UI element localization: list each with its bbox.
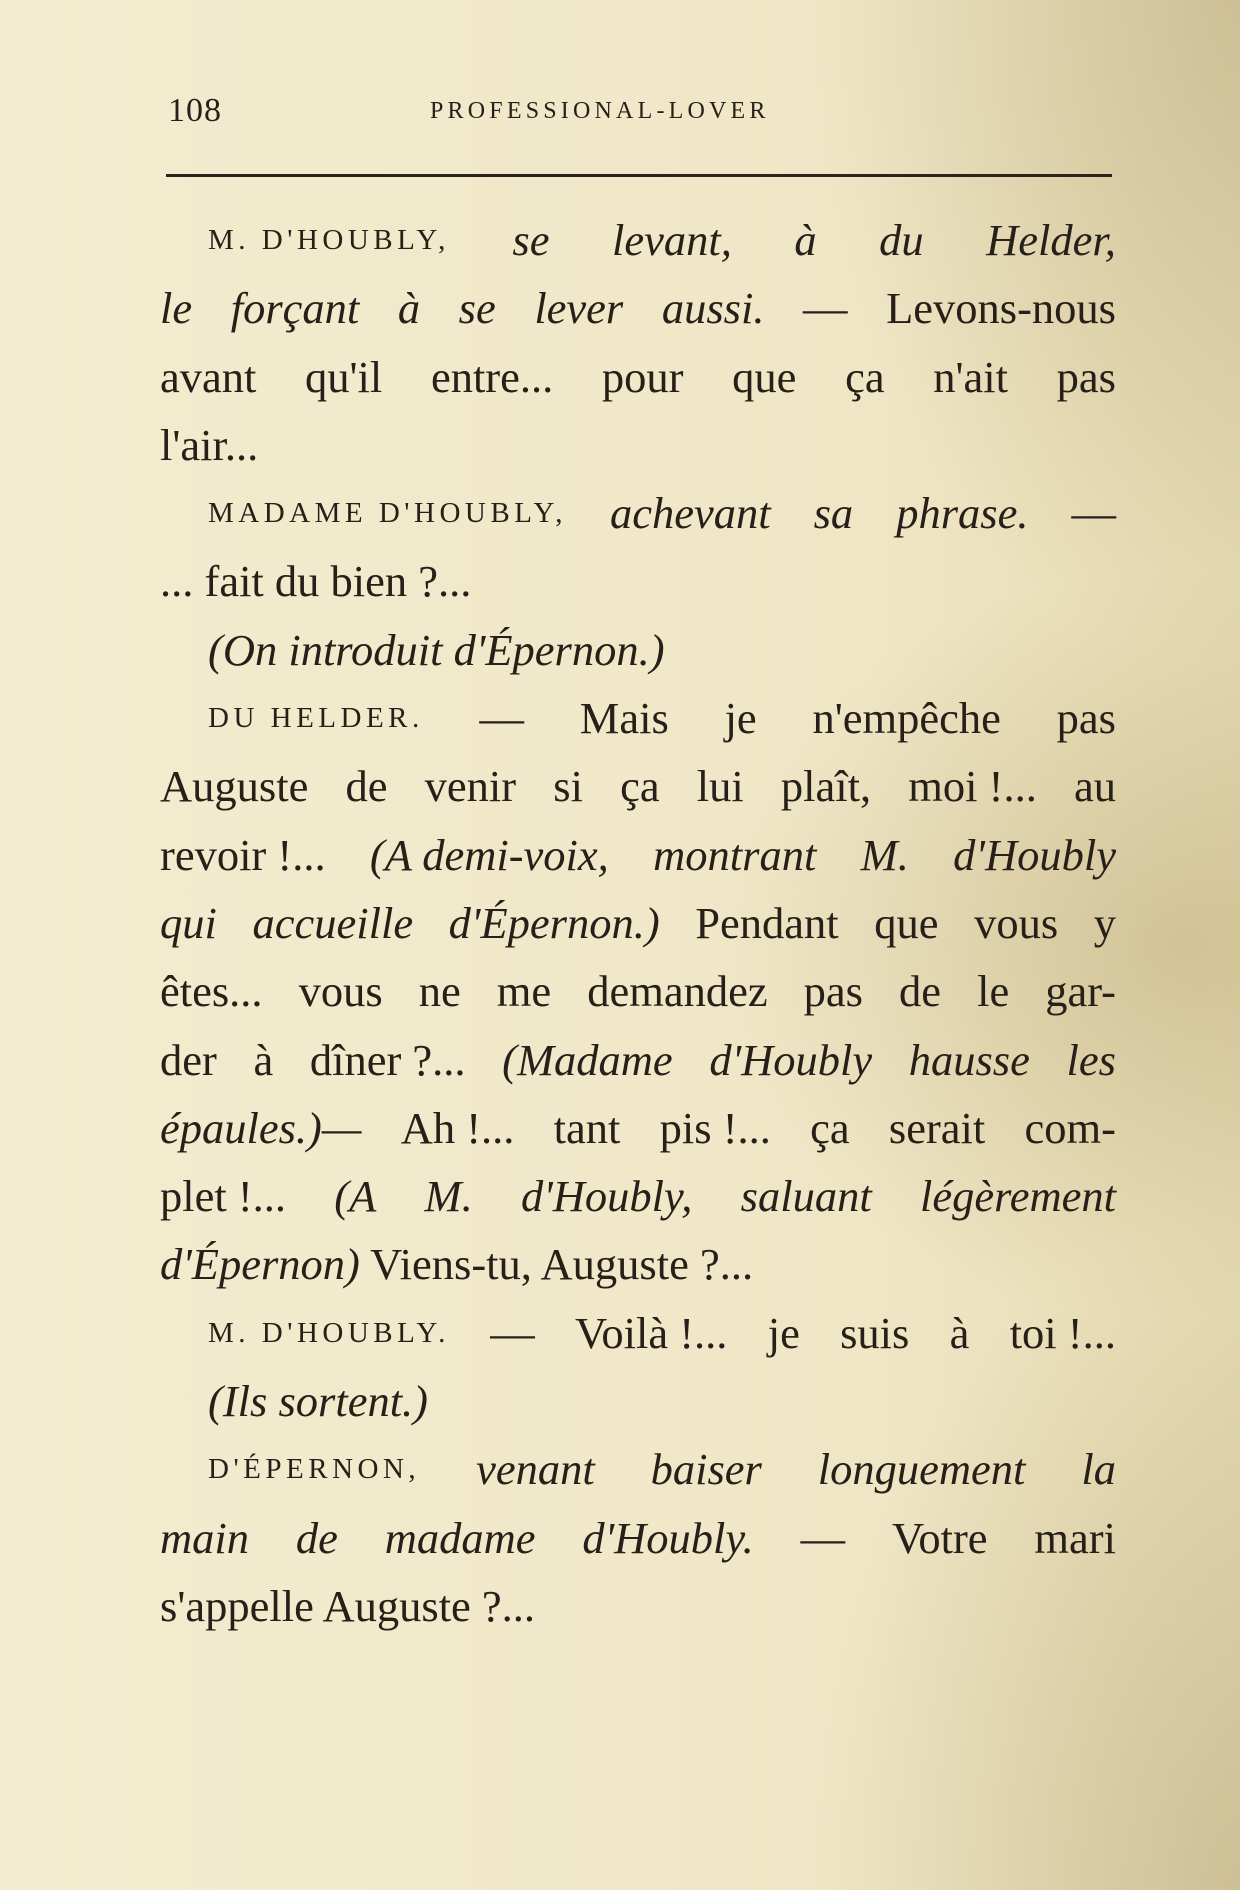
stage-direction: baiser (650, 1444, 762, 1495)
em-dash: — (803, 283, 848, 334)
dialogue-word: toi !... (1009, 1307, 1116, 1358)
stage-direction: hausse (908, 1034, 1030, 1085)
dialogue-word: com- (1024, 1102, 1116, 1153)
dialogue-word: plaît, (780, 761, 872, 812)
dialogue-word: à (949, 1307, 970, 1358)
dialogue-word: pas (1056, 351, 1116, 402)
dialogue-word: au (1073, 761, 1116, 812)
dialogue-word: suis (840, 1307, 910, 1358)
dialogue-word: Ah !... (400, 1102, 515, 1153)
dialogue-word: pis !... (659, 1102, 771, 1153)
dialogue-word: pour (601, 351, 684, 402)
text-line (160, 206, 1116, 274)
stage-direction: se (458, 283, 496, 334)
dialogue-word: de (899, 966, 942, 1017)
stage-direction: Helder, (986, 215, 1116, 265)
dialogue-word: entre... (430, 351, 554, 402)
stage-direction: de (295, 1512, 338, 1563)
dialogue-word: Mais (579, 693, 669, 744)
stage-direction: (On introduit d'Épernon.) (208, 624, 665, 675)
stage-direction: M. (860, 829, 909, 880)
text-line (160, 616, 1116, 684)
dialogue-word: qu'il (305, 351, 383, 402)
dialogue-word: je (724, 693, 757, 744)
dialogue-word: ça (810, 1102, 850, 1153)
text-line (160, 343, 1116, 411)
stage-direction: la (1081, 1444, 1116, 1495)
dialogue-word: y (1093, 897, 1116, 948)
dialogue-word: moi !... (908, 761, 1037, 812)
text-line (160, 1299, 1116, 1367)
text-line (160, 684, 1116, 752)
speaker-name: MADAME D'HOUBLY, (208, 497, 567, 530)
stage-direction: venant (476, 1444, 595, 1495)
stage-direction: d'Épernon.) (448, 897, 660, 948)
header-rule (166, 174, 1112, 177)
dialogue-word: ne (418, 966, 461, 1017)
dialogue-word: plet !... (160, 1171, 287, 1222)
stage-direction: achevant (609, 488, 771, 539)
stage-direction: d'Houbly. (582, 1512, 754, 1563)
stage-direction: d'Épernon) (160, 1239, 360, 1290)
dialogue-word: le (977, 966, 1010, 1017)
stage-direction: (Ils sortent.) (208, 1376, 429, 1427)
text-line (160, 1162, 1116, 1230)
stage-direction: accueille (252, 897, 414, 948)
dialogue-word: pas (1056, 693, 1116, 744)
text-line (160, 889, 1116, 957)
dialogue-word: Voilà !... (574, 1307, 728, 1358)
stage-direction: sa (813, 488, 854, 539)
stage-direction: longuement (817, 1444, 1026, 1495)
stage-direction: du (879, 215, 924, 265)
dialogue-word: je (767, 1307, 800, 1358)
text-line (160, 547, 1116, 615)
stage-direction: M. (424, 1171, 473, 1222)
dialogue-word: revoir !... (160, 829, 326, 880)
stage-direction: légèrement (919, 1171, 1116, 1222)
text-line (160, 957, 1116, 1025)
dialogue-word: serait (888, 1102, 986, 1153)
dialogue-word: que (874, 897, 939, 948)
text-line (160, 1026, 1116, 1094)
em-dash: — (479, 693, 525, 744)
page-number: 108 (168, 92, 222, 129)
dialogue-word: gar- (1045, 966, 1116, 1017)
text-line (160, 479, 1116, 547)
stage-direction: qui (160, 897, 217, 948)
speaker-name: D'ÉPERNON, (208, 1453, 421, 1486)
dialogue-text: Viens-tu, Auguste ?... (370, 1239, 754, 1290)
stage-direction: se (512, 215, 550, 265)
dialogue-word: à (253, 1034, 274, 1085)
dialogue-word: dîner ?... (309, 1034, 466, 1085)
stage-direction: d'Houbly (709, 1034, 873, 1085)
stage-direction: le (160, 283, 193, 334)
speaker-name: M. D'HOUBLY. (208, 1316, 450, 1349)
dialogue-word: Pendant (695, 897, 839, 948)
dialogue-word: Auguste (160, 761, 309, 812)
dialogue-word: pas (803, 966, 863, 1017)
dialogue-word: n'ait (933, 351, 1008, 402)
dialogue-text: ... fait du bien ?... (160, 556, 472, 607)
text-line (160, 274, 1116, 342)
speaker-name: M. D'HOUBLY, (208, 224, 450, 256)
play-text (160, 206, 1116, 1640)
text-line (160, 1230, 1116, 1298)
stage-direction: lever (534, 283, 624, 334)
stage-direction: levant, (612, 215, 732, 265)
text-line (160, 752, 1116, 820)
stage-direction: les (1066, 1034, 1116, 1085)
text-line (160, 1367, 1116, 1435)
stage-direction: main (160, 1512, 249, 1563)
dialogue-text: l'air... (160, 419, 259, 470)
text-line (160, 1572, 1116, 1640)
stage-direction: d'Houbly (953, 829, 1116, 880)
dialogue-word: demandez (587, 966, 768, 1017)
dialogue-word: tant (553, 1102, 621, 1153)
dialogue-word: me (496, 966, 552, 1017)
stage-direction: montrant (653, 829, 817, 880)
stage-direction: (A (334, 1171, 377, 1222)
stage-direction: aussi. (661, 283, 765, 334)
dialogue-word: de (345, 761, 388, 812)
em-dash: — (490, 1307, 535, 1358)
stage-direction: à (397, 283, 421, 334)
dialogue-word: avant (160, 351, 257, 402)
dialogue-word: der (160, 1034, 217, 1085)
speaker-name: DU HELDER. (208, 702, 424, 735)
dialogue-text: s'appelle Auguste ?... (160, 1580, 536, 1631)
page-header (168, 92, 1113, 132)
stage-direction: épaules.)— (160, 1102, 362, 1153)
text-line (160, 821, 1116, 889)
dialogue-word: mari (1034, 1512, 1116, 1563)
dialogue-word: vous (298, 966, 383, 1017)
text-line (160, 1504, 1116, 1572)
stage-direction: saluant (740, 1171, 872, 1222)
dialogue-word: Votre (891, 1512, 988, 1563)
dialogue-word: Levons-nous (886, 283, 1116, 334)
stage-direction: d'Houbly, (520, 1171, 693, 1222)
dialogue-word: ça (845, 351, 885, 402)
text-line (160, 1435, 1116, 1503)
dialogue-word: êtes... (160, 966, 263, 1017)
dialogue-word: que (732, 351, 797, 402)
em-dash: — (1071, 488, 1116, 539)
dialogue-word: venir (424, 761, 517, 812)
stage-direction: phrase. (896, 488, 1029, 539)
stage-direction: madame (384, 1512, 536, 1563)
stage-direction: (Madame (502, 1034, 673, 1085)
running-head: PROFESSIONAL-LOVER (430, 98, 770, 124)
dialogue-word: vous (974, 897, 1059, 948)
text-line (160, 411, 1116, 479)
text-line (160, 1094, 1116, 1162)
dialogue-word: n'empêche (812, 693, 1001, 744)
stage-direction: (A demi-voix, (369, 829, 609, 880)
em-dash: — (800, 1512, 846, 1563)
dialogue-word: lui (696, 761, 744, 812)
dialogue-word: ça (620, 761, 660, 812)
stage-direction: à (794, 215, 817, 265)
dialogue-word: si (553, 761, 583, 812)
stage-direction: forçant (230, 283, 360, 334)
